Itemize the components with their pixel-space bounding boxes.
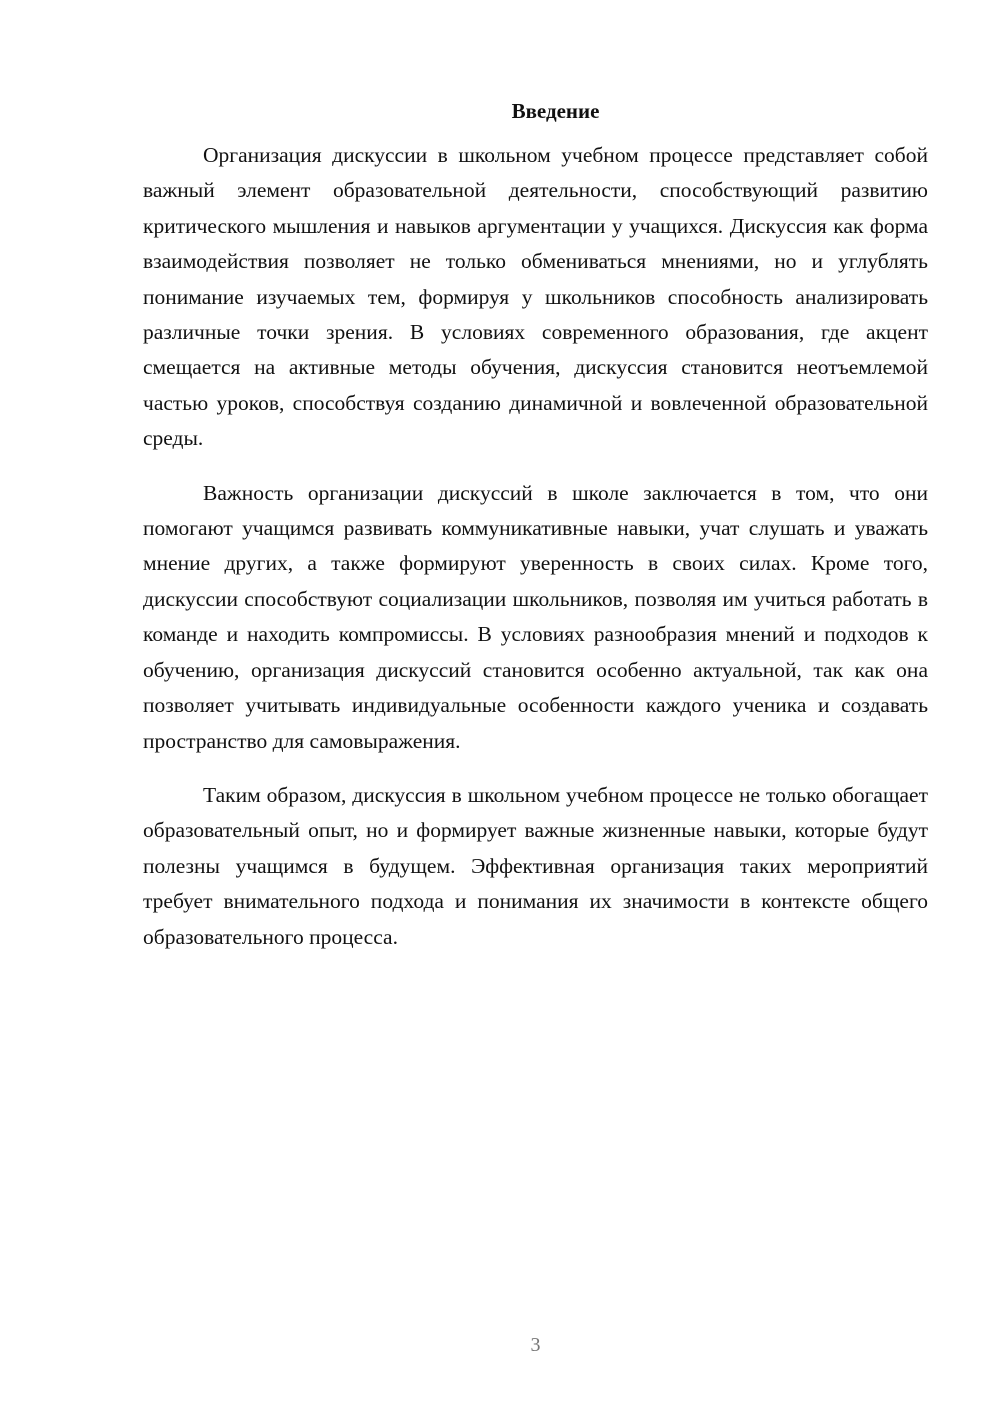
section-heading: Введение [511, 99, 600, 123]
paragraph-1: Организация дискуссии в школьном учебном процессе представляет собой важный элемент образовательной деятельности, способствующий развитию критического мышления и навыков аргументации у учащихся. Дискуссия как форма взаимодействия позволяет не только обмениваться мнениями, но и углублять понимание изучаемых тем, формируя у школьников способность анализировать различные точки зрения. В условиях современного образования, где акцент смещается на активные методы обучения, дискуссия становится неотъемлемой частью уроков, способствуя созданию динамичной и вовлеченной образовательной среды. [143, 143, 928, 451]
page-number: 3 [530, 1334, 541, 1356]
paragraph-2: Важность организации дискуссий в школе заключается в том, что они помогают учащимся развивать коммуникативные навыки, учат слушать и уважать мнение других, а также формируют уверенность в своих силах. Кроме того, дискуссии способствуют социализации школьников, позволяя им учиться работать в команде и находить компромиссы. В условиях разнообразия мнений и подходов к обучению, организация дискуссий становится особенно актуальной, так как она позволяет учитывать индивидуальные особенности каждого ученика и создавать пространство для самовыражения. [143, 480, 928, 753]
page-content [143, 96, 928, 955]
paragraph-3: Таким образом, дискуссия в школьном учебном процессе не только обогащает образовательный опыт, но и формирует важные жизненные навыки, которые будут полезны учащимся в будущем. Эффективная организация таких мероприятий требует внимательного подхода и понимания их значимости в контексте общего образовательного процесса. [143, 782, 928, 949]
